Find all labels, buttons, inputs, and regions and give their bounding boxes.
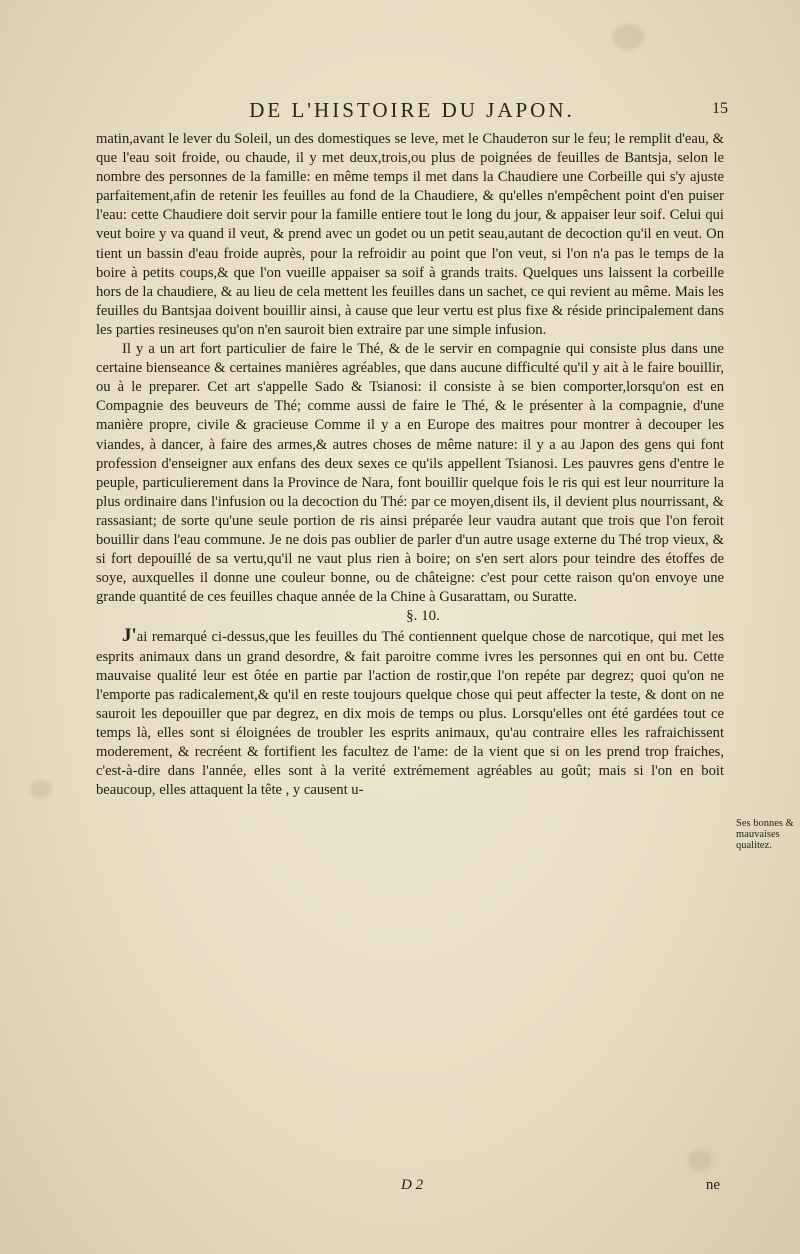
paragraph: Il y a un art fort particulier de faire le Thé, & de le servir en compagnie qui consiste plus dans une certaine bienseance & certaines manières agréables, que dans aucune difficulté qu'il y ait à le faire bouillir, ou à le preparer. Cet art s'appelle Sado & Tsianosi: il consiste à se bien comporter,lorsqu'on est en Compagnie des beuveurs de Thé; comme aussi de faire le Thé, & le présenter à la compagnie, d'une manière propre, civile & gracieuse Comme il y a en Europe des maitres pour montrer à decouper les viandes, à dancer, à faire des armes,& autres choses de même nature: il y a au Japon des gens qui font profession d'enseigner aux enfans des deux sexes ce qu'ils appellent Tsianosi. Les pauvres gens d'entre le peuple, particulierement dans la Province de Nara, font bouillir quelque fois le ris qui est leur nourriture la plus ordinaire dans l'infusion ou la decoction du Thé: par ce moyen,disent ils, il devient plus nourrissant, & rassasiant; de sorte qu'une seule portion de ris ainsi préparée leur vaudra autant que trois que l'on feroit bouillir dans l'eau commune. Je ne dois pas oublier de parler d'un autre usage externe du Thé trop vieux, & si fort depouillé de sa vertu,qu'il ne vaut plus rien à boire; on s'en sert alors pour teindre des étoffes de soye, auxquelles il donne une couleur bonne, ou de châteigne: c'est pour cette raison qu'on envoye une grande quantité de ces feuilles chaque année de la Chine à Gusarattam, ou Suratte. <box>96 341 724 606</box>
foxing-stain <box>30 780 52 798</box>
page-footer <box>96 1177 724 1197</box>
page-header <box>96 98 728 134</box>
section-paragraph: J'ai remarqué ci-dessus,que les feuilles du Thé contiennent quelque chose de narcotique, qui met les esprits animaux dans un grand desordre, & fait paroitre comme ivres les personnes qui en ont bu. Cette mauvaise qualité leur est ôtée en partie par l'action de rostir,que l'on repéte par degrez; quoi qu'on ne l'emporte pas radicalement,& qu'il en reste toujours quelque chose qui peut affecter la teste, & dont on ne sauroit les depouiller que par degrez, en dix mois de temps ou plus. Lorsqu'elles ont été gardées tout ce temps là, elles sont si éloignées de troubler les esprits animaux, qu'au contraire elles les rafraichissent moderement, & recréent & fortifient les facultez de l'ame: de la vient que si on les prend trop fraiches, c'est-à-dire dans l'année, elles sont à la verité extrémement agréables au goût; mais si l'on en boit beaucoup, elles attaquent la tête , y causent u- <box>96 625 724 799</box>
paragraph: matin,avant le lever du Soleil, un des domestiques se leve, met le Chaudeтon sur le feu; le remplit d'eau, & que l'eau soit froide, ou chaude, il y met deux,trois,ou plus de poignées de feuilles de Bantsja, selon le nombre des personnes de la famille: en même temps il met dans la Chaudiere une Corbeille qui s'y ajuste parfaitement,afin de retenir les feuilles au fond de la Chaudiere, & qu'elles n'empêchent point d'en puiser l'eau: cette Chaudiere doit servir pour la famille entiere tout le long du jour, & appaiser leur soif. Celui qui veut boire y va quand il veut, & prend avec un godet ou un petit seau,autant de decoction qu'il en veut. On tient un bassin d'eau froide auprès, pour la refroidir au point que l'on veut, si l'on n'a pas le temps de la boire à petits coups,& que l'on vueille appaiser sa soif à grands traits. Quelques uns laissent la corbeille hors de la chaudiere, & au lieu de cela mettent les feuilles dans un sachet, ce qui revient au même. Mais les feuilles du Bantsjaa doivent bouillir ainsi, à cause que leur vertu est plus fixe & réside principalement dans les parties resineuses qu'on n'en sauroit bien extraire par une simple infusion. <box>96 131 724 338</box>
running-head: DE L'HISTOIRE DU JAPON. <box>249 98 575 122</box>
marginal-note: Ses bonnes & mauvaises qualitez. <box>736 818 794 851</box>
body-text <box>96 130 724 800</box>
foxing-stain <box>612 24 644 50</box>
signature-mark: D 2 <box>401 1177 424 1193</box>
page-number: 15 <box>712 100 728 117</box>
section-heading: §. 10. <box>406 608 440 625</box>
foxing-stain <box>688 1150 712 1170</box>
catchword: ne <box>705 1177 720 1193</box>
